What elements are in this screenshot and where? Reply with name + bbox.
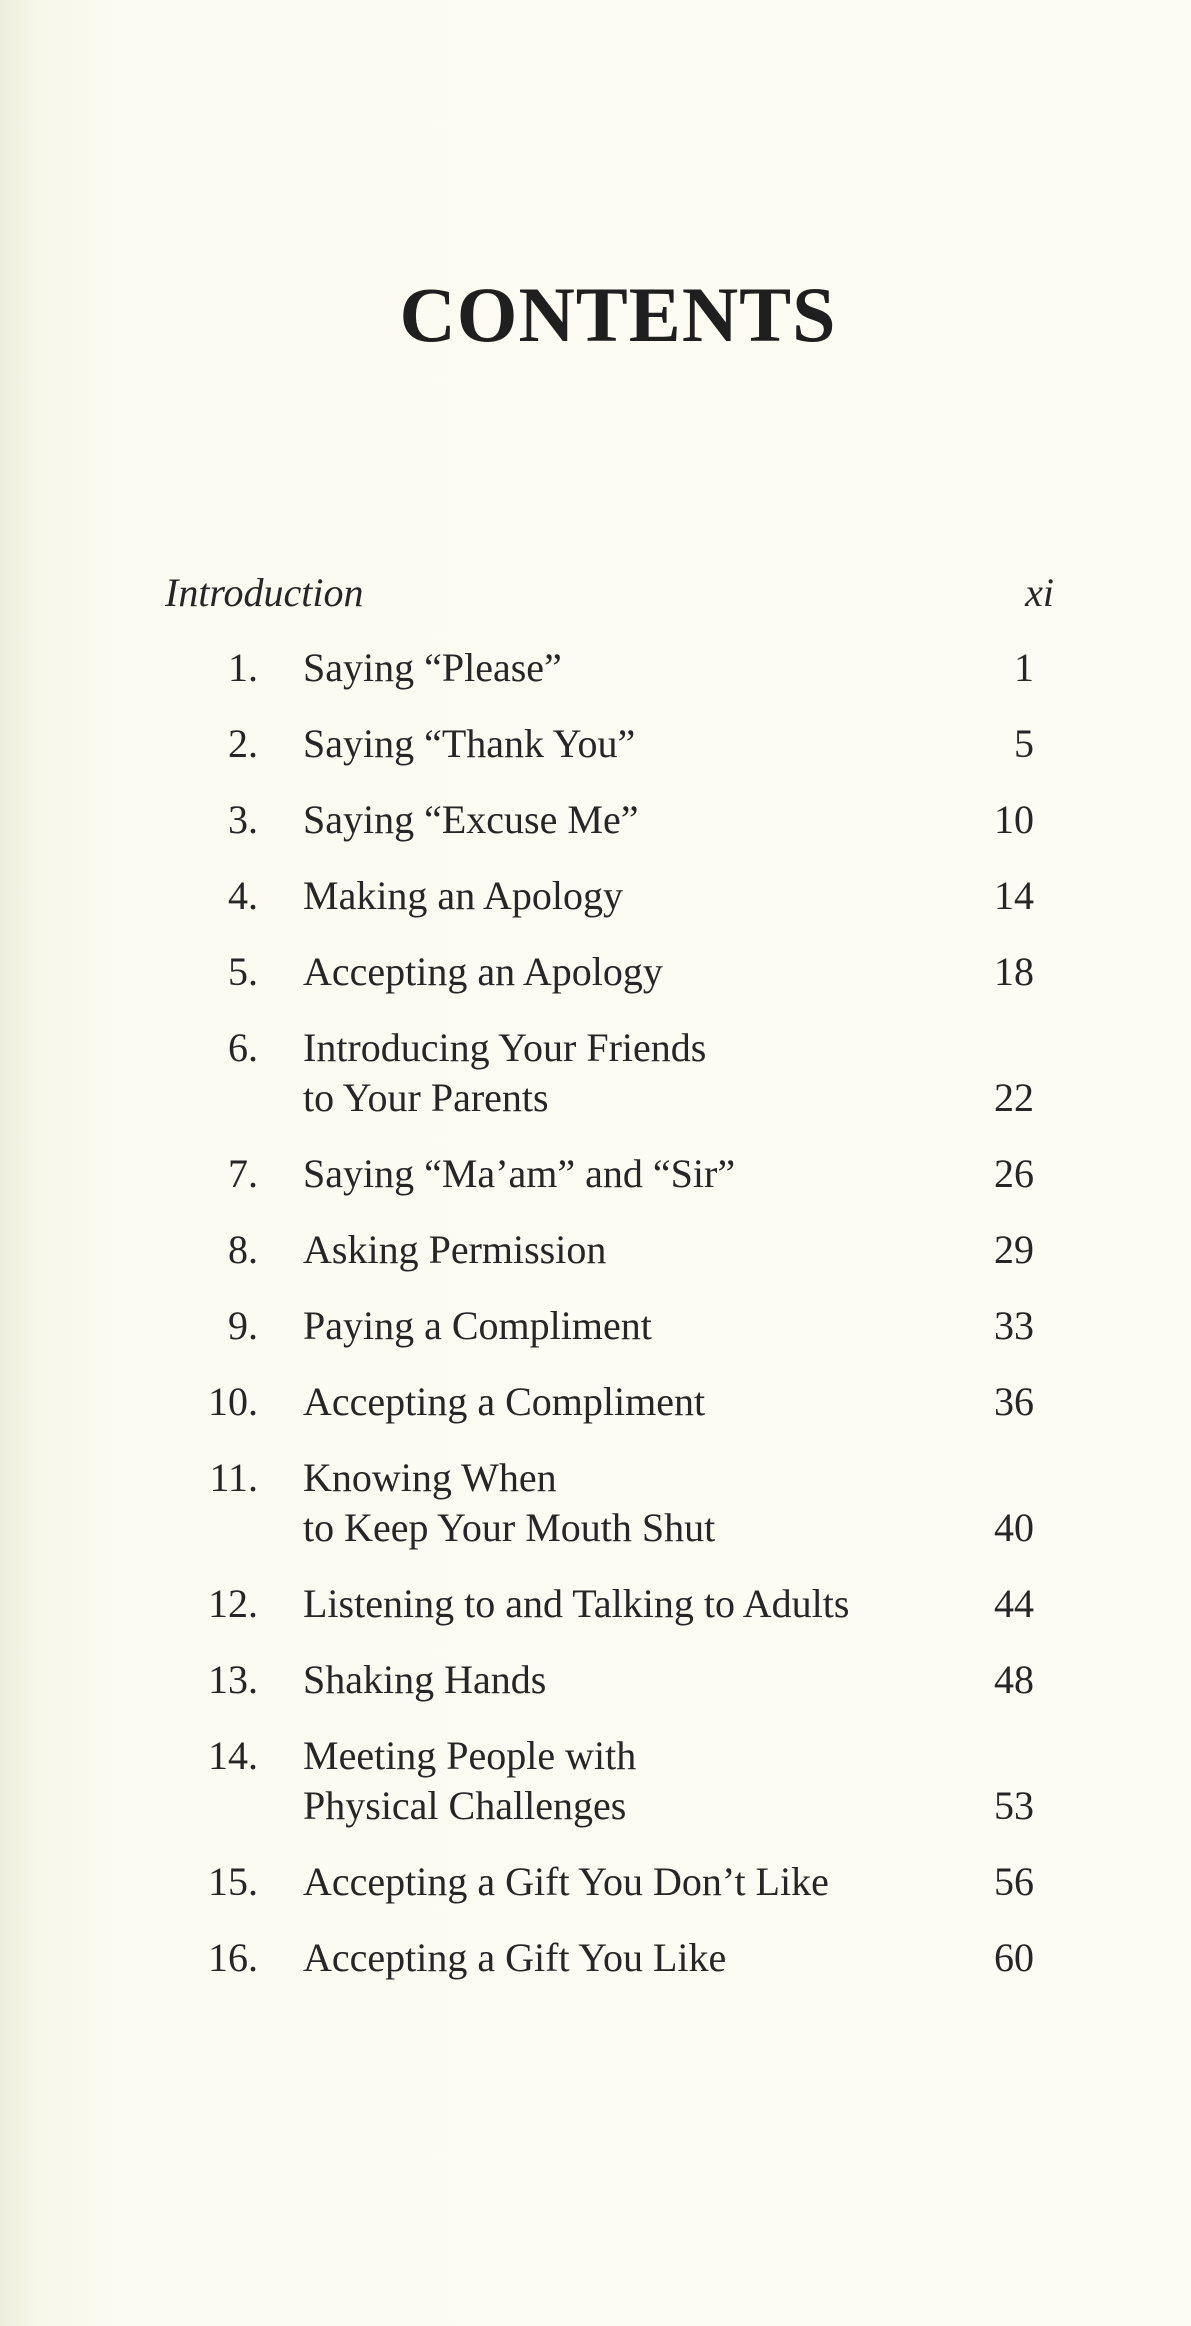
chapter-number: 8. [228, 1227, 258, 1272]
chapter-page-number: 10 [994, 797, 1034, 842]
chapter-title-line: Introducing Your Friends [303, 1025, 707, 1070]
chapter-page-number: 60 [994, 1935, 1034, 1980]
chapter-number: 2. [228, 721, 258, 766]
chapter-page-number: 18 [994, 949, 1034, 994]
chapter-title-line: Accepting a Gift You Like [303, 1935, 727, 1980]
chapter-page-number: 44 [994, 1581, 1034, 1626]
chapter-title [303, 1933, 963, 1983]
chapter-number: 7. [228, 1151, 258, 1196]
chapter-title [303, 1857, 963, 1907]
chapter-title [303, 1655, 963, 1705]
chapter-title-line: Making an Apology [303, 873, 623, 918]
chapter-title-line: to Your Parents [303, 1075, 549, 1120]
chapter-title-line: Asking Permission [303, 1227, 607, 1272]
chapter-title-line: Shaking Hands [303, 1657, 547, 1702]
chapter-number: 5. [228, 949, 258, 994]
chapter-title [303, 1453, 963, 1553]
chapter-page-number: 48 [994, 1657, 1034, 1702]
chapter-page-number: 33 [994, 1303, 1034, 1348]
chapter-title-line: Accepting a Compliment [303, 1379, 706, 1424]
chapter-page-number: 29 [994, 1227, 1034, 1272]
chapter-title [303, 1225, 963, 1275]
chapter-title-line: Paying a Compliment [303, 1303, 652, 1348]
chapter-page-number: 40 [994, 1505, 1034, 1550]
chapter-page-number: 36 [994, 1379, 1034, 1424]
chapter-title [303, 1579, 963, 1629]
chapter-title [303, 1377, 963, 1427]
chapter-page-number: 1 [1014, 645, 1034, 690]
chapter-title [303, 1149, 963, 1199]
chapter-title [303, 871, 963, 921]
chapter-number: 6. [228, 1025, 258, 1070]
chapter-page-number: 56 [994, 1859, 1034, 1904]
page-title: CONTENTS [399, 271, 837, 358]
chapter-title-line: Accepting an Apology [303, 949, 663, 994]
chapter-title-line: Saying “Please” [303, 645, 562, 690]
chapter-page-number: 14 [994, 873, 1034, 918]
chapter-title-line: Listening to and Talking to Adults [303, 1581, 850, 1626]
chapter-title-line: Saying “Excuse Me” [303, 797, 639, 842]
chapter-title-line: Saying “Ma’am” and “Sir” [303, 1151, 736, 1196]
chapter-title-line: to Keep Your Mouth Shut [303, 1505, 716, 1550]
chapter-title [303, 795, 963, 845]
chapter-number: 10. [208, 1379, 258, 1424]
chapter-title [303, 1301, 963, 1351]
chapter-page-number: 22 [994, 1075, 1034, 1120]
chapter-number: 11. [209, 1455, 258, 1500]
chapter-title [303, 1023, 963, 1123]
introduction-page-number: xi [1025, 570, 1054, 615]
chapter-title-line: Accepting a Gift You Don’t Like [303, 1859, 829, 1904]
chapter-number: 16. [208, 1935, 258, 1980]
chapter-title [303, 719, 963, 769]
chapter-page-number: 53 [994, 1783, 1034, 1828]
introduction-label: Introduction [165, 570, 364, 615]
chapter-number: 13. [208, 1657, 258, 1702]
chapter-title-line: Meeting People with [303, 1733, 637, 1778]
chapter-title [303, 643, 963, 693]
chapter-number: 9. [228, 1303, 258, 1348]
chapter-title-line: Physical Challenges [303, 1783, 627, 1828]
chapter-title-line: Knowing When [303, 1455, 557, 1500]
chapter-page-number: 5 [1014, 721, 1034, 766]
chapter-number: 3. [228, 797, 258, 842]
chapter-number: 4. [228, 873, 258, 918]
chapter-title-line: Saying “Thank You” [303, 721, 636, 766]
chapter-title [303, 1731, 963, 1831]
chapter-number: 12. [208, 1581, 258, 1626]
chapter-number: 14. [208, 1733, 258, 1778]
chapter-page-number: 26 [994, 1151, 1034, 1196]
chapter-title [303, 947, 963, 997]
chapter-number: 1. [228, 645, 258, 690]
chapter-number: 15. [208, 1859, 258, 1904]
